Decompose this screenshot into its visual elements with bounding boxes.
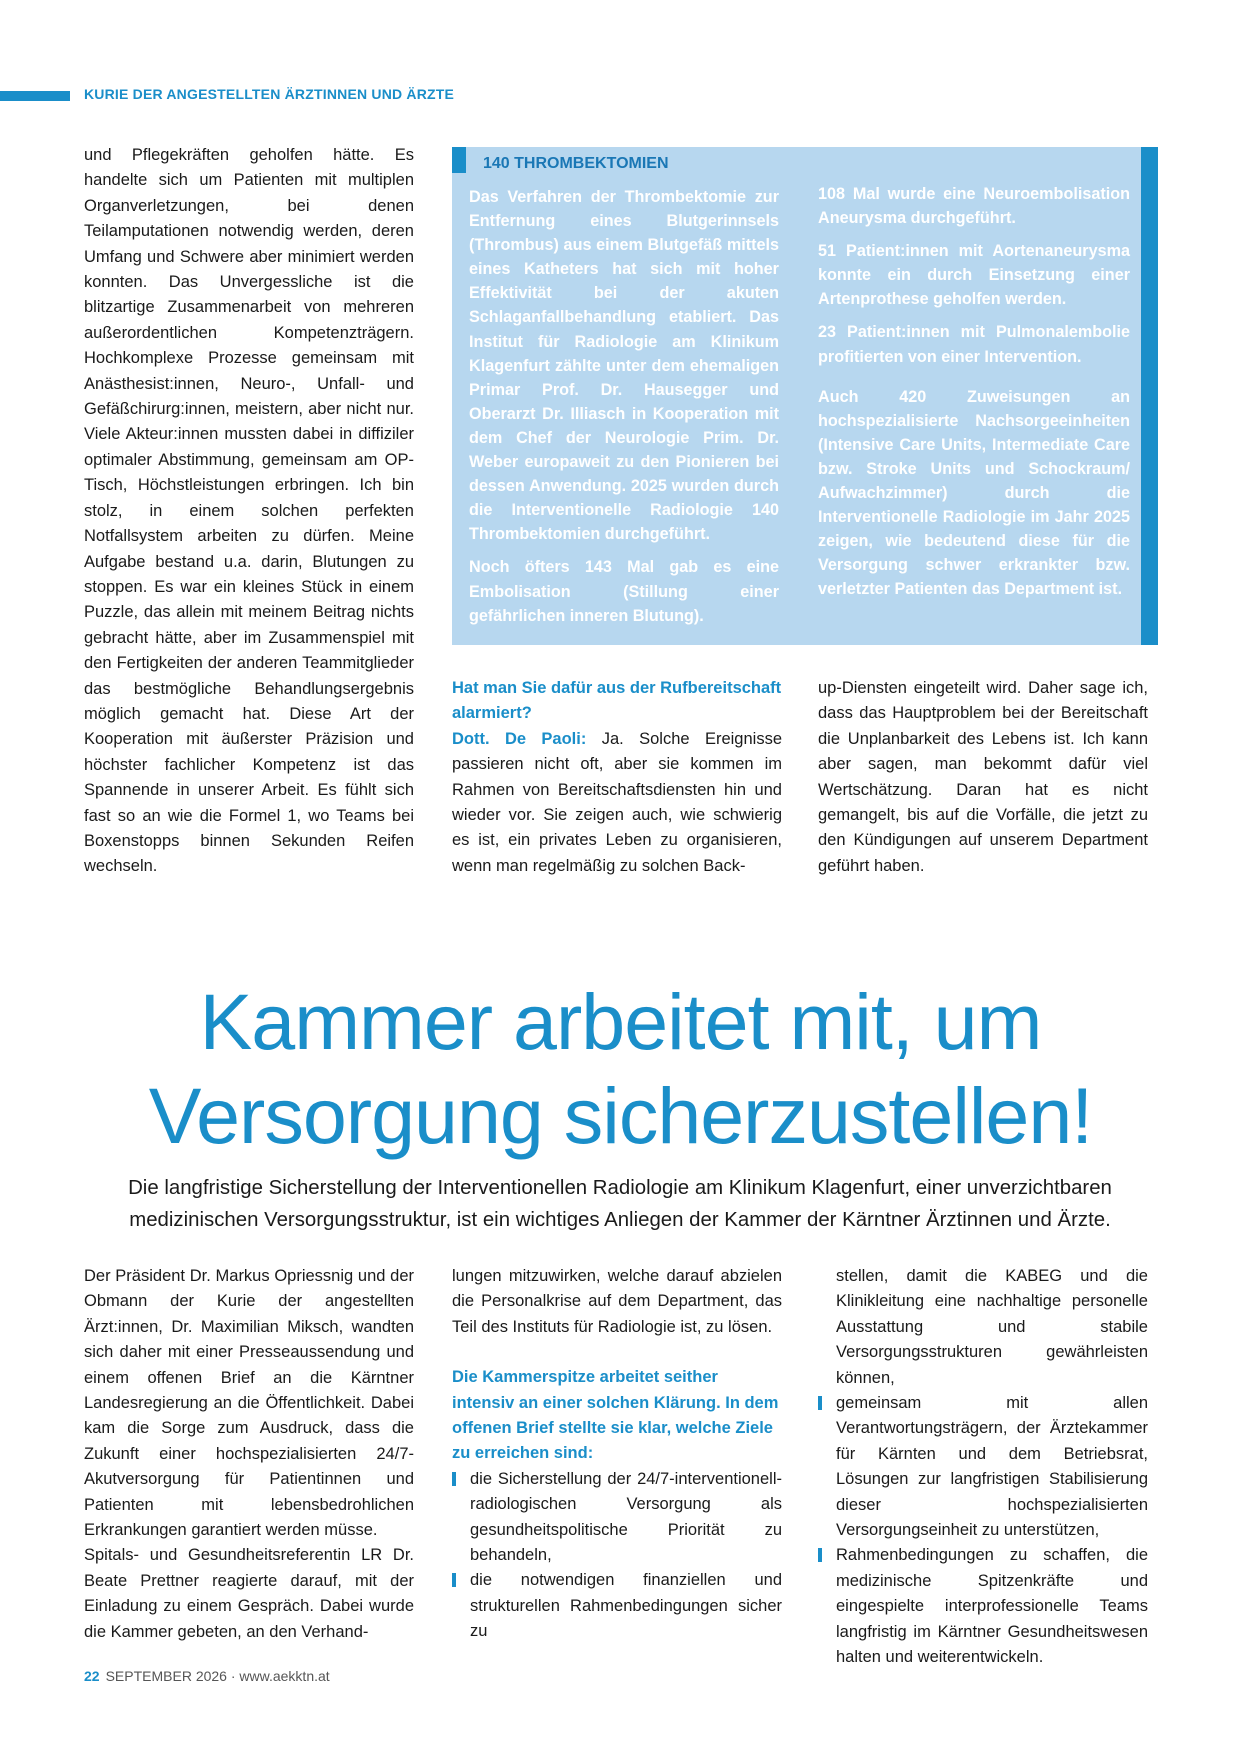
infobox-paragraph: 51 Patient:innen mit Aortenaneurysma konnte ein durch Einsetzung einer Artenprothese geholfen werden. [818, 242, 1130, 309]
interview-column-2 [452, 676, 782, 879]
interview-answer [452, 727, 782, 879]
bullet-item [452, 1568, 782, 1644]
infobox-title: 140 THROMBEKTOMIEN [483, 155, 669, 172]
bullet-text-continued: stellen, damit die KABEG und die Klinikleitung eine nachhaltige personelle Ausstattung und stabile Versorgungsstrukturen gewährleisten können, [836, 1267, 1148, 1387]
article-column-2 [452, 1264, 782, 1645]
bullet-marker [818, 1396, 822, 1410]
infobox-paragraph: Noch öfters 143 Mal gab es eine Embolisation (Stillung einer gefährlichen inneren Blutung). [469, 558, 779, 625]
infobox-column-right [818, 182, 1130, 611]
article-headline-line-1: Kammer arbeitet mit, um [199, 977, 1042, 1066]
infobox-paragraph: 23 Patient:innen mit Pulmonalembolie profitierten von einer Intervention. [818, 323, 1130, 366]
bullet-marker [818, 1548, 822, 1562]
header-accent-bar [0, 91, 70, 101]
bullet-item [452, 1467, 782, 1569]
infobox-accent-left [452, 147, 466, 173]
infobox-paragraph: Auch 420 Zuweisungen an hochspezialisierte Nachsorgeeinheiten (Intensive Care Units, Intermediate Care bzw. Stroke Units und Schockraum/ Aufwachzimmer) durch die Interventionelle Radiologie im Jahr 2025 zeigen, wie bedeutend diese für die Versorgung schwer erkrankter bzw. verletzter Patienten das Department ist. [818, 387, 1130, 599]
bullet-text: Rahmenbedingungen zu schaffen, die medizinische Spitzenkräfte und eingespielte interprofessionelle Teams langfristig im Kärntner Gesundheitswesen halten und weiterentwickeln. [836, 1546, 1148, 1667]
body-paragraph: und Pflegekräften geholfen hätte. Es handelte sich um Patienten mit multiplen Organverletzungen, bei denen Teilamputationen notwendig werden, deren Umfang und Schwere aber minimiert werden konnten. Das Unvergessliche ist die blitzartige Zusammenarbeit von mehreren außerordentlichen Kompetenzträgern. Hochkomplexe Prozesse gemeinsam mit Anästhesist:innen, Neuro-, Unfall- und Gefäßchirurg:innen, meistern, aber nicht nur. Viele Akteur:innen mussten dabei in diffiziler optimaler Abstimmung, gemeinsam am OP-Tisch, Höchstleistungen erbringen. Ich bin stolz, in einem solchen perfekten Notfallsystem arbeiten zu dürfen. Meine Aufgabe bestand u.a. darin, Blutungen zu stoppen. Es war ein kleines Stück in einem Puzzle, das allein mit meinem Beitrag nichts gebracht hätte, aber im Zusammenspiel mit den Fertigkeiten der anderen Teammitglieder das bestmögliche Behandlungsergebnis möglich gemacht hat. Diese Art der Kooperation mit äußerster Präzision und höchster fachlicher Kompetenz ist das Spannende in unserer Arbeit. Es fühlt sich fast so an wie die Formel 1, wo Teams bei Boxenstopps binnen Sekunden Reifen wechseln. [84, 146, 414, 876]
infobox-column-left [469, 185, 779, 637]
bullet-item [818, 1391, 1148, 1543]
article-paragraph: Der Präsident Dr. Markus Opriessnig und der Obmann der Kurie der angestellten Ärzt:innen, Dr. Maximilian Miksch, wandten sich daher mit einer Presseaussendung und einem offenen Brief an die Kärntner Landesregierung an die Öffentlichkeit. Dabei kam die Sorge zum Ausdruck, dass die Zukunft einer hochspezialisierten 24/7-Akutversorgung für Patientinnen und Patienten mit lebensbedrohlichen Erkrankungen garantiert werden müsse. [84, 1267, 414, 1540]
bullet-item [818, 1543, 1148, 1670]
article-paragraph: Spitals- und Gesundheitsreferentin LR Dr. Beate Prettner reagierte darauf, mit der Einladung zu einem Gespräch. Dabei wurde die Kammer gebeten, an den Verhand- [84, 1546, 414, 1641]
interview-speaker: Dott. De Paoli: [452, 729, 587, 748]
article-subhead: Die langfristige Sicherstellung der Interventionellen Radiologie am Klinikum Klagenfurt, einer unverzichtbaren medizinischen Versorgungsstruktur, ist ein wichtiges Anliegen der Kammer der Kärntner Ärztinnen und Ärzte. [128, 1177, 1112, 1231]
interview-answer-text: Ja. Solche Ereignisse passieren nicht oft, aber sie kommen im Rahmen von Bereitschaftsdiensten hin und wieder vor. Sie zeigen auch, wie schwierig es ist, ein privates Leben zu organisieren, wenn man regelmäßig zu solchen Back- [452, 729, 782, 875]
interview-column-3 [818, 676, 1148, 879]
article-section-heading: Die Kammerspitze arbeitet seither intensiv an einer solchen Klärung. In dem offenen Brief stellte sie klar, welche Ziele zu erreichen sind: [452, 1368, 779, 1463]
article-headline-line-2: Versorgung sicherzustellen! [148, 1071, 1093, 1160]
column-1-top [84, 143, 414, 880]
bullet-text: die notwendigen finanziellen und strukturellen Rahmenbedingungen sicher zu [470, 1571, 782, 1641]
article-column-1 [84, 1264, 414, 1645]
article-paragraph: lungen mitzuwirken, welche darauf abzielen die Personalkrise auf dem Department, das Teil des Instituts für Radiologie ist, zu lösen. [452, 1267, 782, 1336]
page-footer [84, 1668, 330, 1684]
bullet-text: die Sicherstellung der 24/7-interventionell-radiologischen Versorgung als gesundheitspolitische Priorität zu behandeln, [470, 1469, 782, 1565]
footer-text: SEPTEMBER 2026 · www.aekktn.at [105, 1668, 330, 1684]
infobox-paragraph: Das Verfahren der Thrombektomie zur Entfernung eines Blutgerinnsels (Thrombus) aus einem Blutgefäß mittels eines Katheters hat sich mit hoher Effektivität bei der akuten Schlaganfallbehandlung etabliert. Das Institut für Radiologie am Klinikum Klagenfurt zählte unter dem ehemaligen Primar Prof. Dr. Hausegger und Oberarzt Dr. Illiasch in Kooperation mit dem Chef der Neurologie Prim. Dr. Weber europaweit zu den Pionieren bei dessen Anwendung. 2025 wurden durch die Interventionelle Radiologie 140 Thrombektomien durchgeführt. [469, 188, 779, 544]
infobox-accent-right [1141, 147, 1158, 645]
infobox-paragraph: 108 Mal wurde eine Neuroembolisation Aneurysma durchgeführt. [818, 185, 1130, 228]
article-column-3 [818, 1264, 1148, 1671]
page-number: 22 [84, 1668, 100, 1684]
bullet-text: gemeinsam mit allen Verantwortungsträgern, der Ärztekammer für Kärnten und dem Betriebsrat, Lösungen zur langfristigen Stabilisierung dieser hochspezialisierten Versorgungseinheit zu unterstützen, [836, 1394, 1148, 1540]
section-header: KURIE DER ANGESTELLTEN ÄRZTINNEN UND ÄRZTE [84, 86, 455, 102]
interview-question: Hat man Sie dafür aus der Rufbereitschaft alarmiert? [452, 679, 782, 723]
bullet-marker [452, 1472, 456, 1486]
interview-answer-continued: up-Diensten eingeteilt wird. Daher sage ich, dass das Hauptproblem bei der Bereitschaft die Unplanbarkeit des Lebens ist. Ich kann aber sagen, man bekommt dafür viel Wertschätzung. Daran hat es nicht gemangelt, bis auf die Vorfälle, die jetzt zu den Kündigungen auf unserem Department geführt haben. [818, 679, 1148, 875]
bullet-marker [452, 1573, 456, 1587]
